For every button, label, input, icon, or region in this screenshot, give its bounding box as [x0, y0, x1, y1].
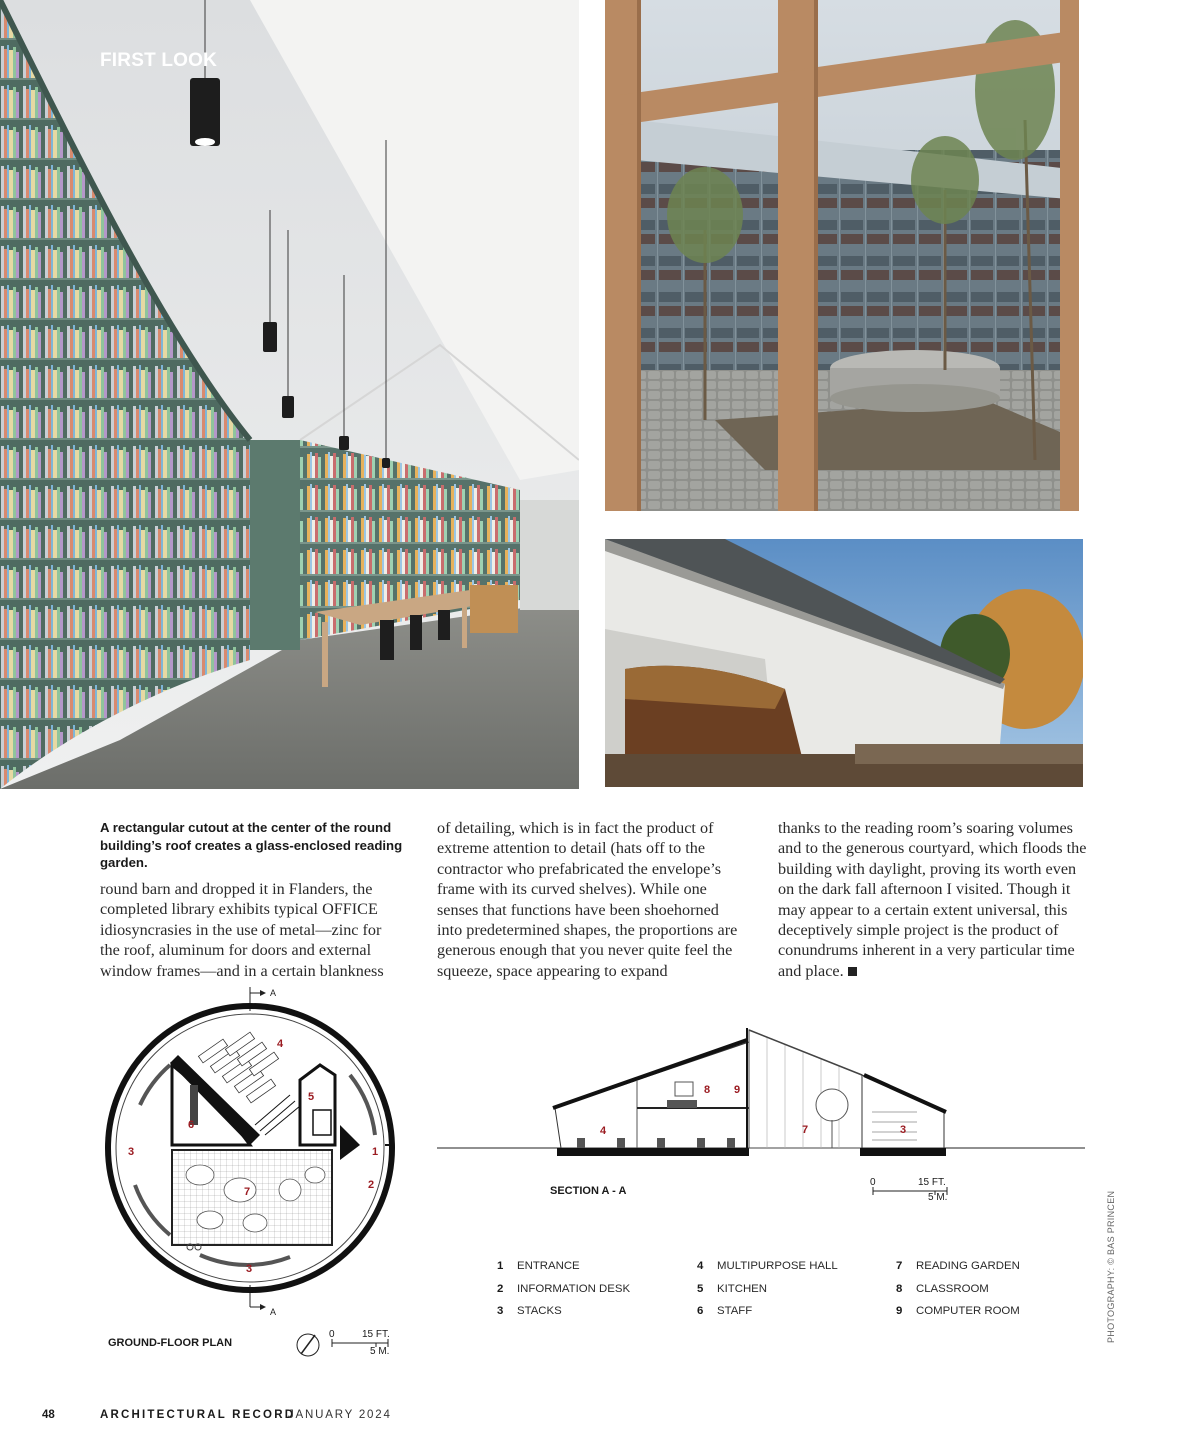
body-column-3 — [778, 818, 1088, 981]
legend-label: STACKS — [517, 1304, 562, 1317]
legend-item — [896, 1255, 1020, 1277]
courtyard-image — [605, 0, 1079, 511]
legend-label: CLASSROOM — [916, 1282, 989, 1295]
section-room-8: 8 — [704, 1084, 711, 1096]
legend-number: 2 — [497, 1282, 504, 1295]
legend-item — [497, 1255, 630, 1277]
section-room-3: 3 — [900, 1124, 907, 1136]
legend-label: COMPUTER ROOM — [916, 1304, 1020, 1317]
photo-caption: A rectangular cutout at the center of the round building’s roof creates a glass-enclosed reading garden. — [100, 820, 403, 870]
legend-number: 8 — [896, 1282, 903, 1295]
end-of-story-mark — [848, 967, 857, 976]
plan-svg — [100, 985, 420, 1325]
body-column-1: round barn and dropped it in Flanders, the completed library exhibits typical OFFICE idiosyncrasies in the use of metal—zinc for the roof, aluminum for doors and external window frames—and in a certain blankness — [100, 880, 384, 980]
legend-item — [697, 1300, 838, 1322]
plan-title: GROUND-FLOOR PLAN — [108, 1337, 233, 1349]
plan-scale-feet: 15 FT. — [362, 1329, 390, 1340]
photo-credit: PHOTOGRAPHY: © BAS PRINCEN — [1106, 1190, 1116, 1343]
exterior-image — [605, 539, 1083, 787]
legend-column-3 — [896, 1255, 1020, 1322]
section-tag: FIRST LOOK — [100, 50, 218, 71]
magazine-name: ARCHITECTURAL RECORD — [100, 1409, 296, 1421]
courtyard-photo — [605, 0, 1079, 511]
body-column-3-text: thanks to the reading room’s soaring volumes and to the generous courtyard, which floods the building with daylight, proving its worth even on the dark fall afternoon I visited. Though it may appear to a certain extent universal, this deceptively simple project is the product of conundrums inherent in a very particular time and place. — [778, 819, 1087, 980]
plan-marker-bottom: A — [270, 1307, 277, 1317]
legend-item — [497, 1277, 630, 1299]
section-svg — [437, 1020, 1085, 1210]
plan-scale-meters: 5 M. — [370, 1346, 390, 1357]
legend-number: 7 — [896, 1260, 903, 1273]
section-room-9: 9 — [734, 1084, 741, 1096]
section-scale-zero: 0 — [870, 1177, 876, 1188]
issue-date: JANUARY 2024 — [288, 1409, 392, 1421]
plan-room-7: 7 — [244, 1186, 251, 1198]
legend-number: 4 — [697, 1260, 704, 1273]
legend-number: 6 — [697, 1304, 704, 1317]
legend-number: 3 — [497, 1304, 504, 1317]
legend-label: KITCHEN — [717, 1282, 767, 1295]
plan-scale-bar — [296, 1329, 416, 1361]
ground-floor-plan-drawing — [100, 985, 420, 1325]
legend-item — [896, 1277, 1020, 1299]
legend-number: 1 — [497, 1260, 504, 1273]
plan-scale-zero: 0 — [329, 1329, 335, 1340]
legend-column-2 — [697, 1255, 838, 1322]
section-room-7: 7 — [802, 1124, 809, 1136]
plan-room-4: 4 — [277, 1038, 284, 1050]
plan-room-3-bottom: 3 — [246, 1263, 253, 1275]
exterior-photo — [605, 539, 1083, 787]
body-column-2: of detailing, which is in fact the product of extreme attention to detail (hats off to the contractor who prefabricated the envelope’s frame with its curved shelves). While one senses that functions have been shoehorned into predetermined shapes, the proportions are generous enough that you never quite feel the squeeze, space appearing to expand — [437, 819, 738, 980]
legend-label: MULTIPURPOSE HALL — [717, 1260, 838, 1273]
plan-scale-svg — [296, 1329, 416, 1361]
plan-room-3-left: 3 — [128, 1146, 135, 1158]
section-room-4: 4 — [600, 1125, 607, 1137]
legend-label: STAFF — [717, 1304, 753, 1317]
legend-label: READING GARDEN — [916, 1260, 1020, 1273]
legend-item — [497, 1300, 630, 1322]
page-number: 48 — [42, 1409, 55, 1421]
plan-room-1: 1 — [372, 1146, 379, 1158]
plan-marker-top: A — [270, 988, 277, 998]
legend-number: 5 — [697, 1282, 704, 1295]
legend-number: 9 — [896, 1304, 903, 1317]
section-drawing — [437, 1020, 1085, 1210]
section-title: SECTION A - A — [550, 1185, 627, 1197]
library-interior-image — [0, 0, 579, 789]
library-interior-photo — [0, 0, 579, 789]
plan-room-6: 6 — [188, 1119, 195, 1131]
plan-room-2: 2 — [368, 1179, 375, 1191]
legend-item — [896, 1300, 1020, 1322]
legend-label: INFORMATION DESK — [517, 1282, 631, 1295]
section-scale-meters: 5 M. — [928, 1192, 948, 1203]
legend-column-1 — [497, 1255, 630, 1322]
plan-room-5: 5 — [308, 1091, 315, 1103]
legend-label: ENTRANCE — [517, 1260, 580, 1273]
legend-item — [697, 1255, 838, 1277]
section-scale-feet: 15 FT. — [918, 1177, 946, 1188]
legend-item — [697, 1277, 838, 1299]
